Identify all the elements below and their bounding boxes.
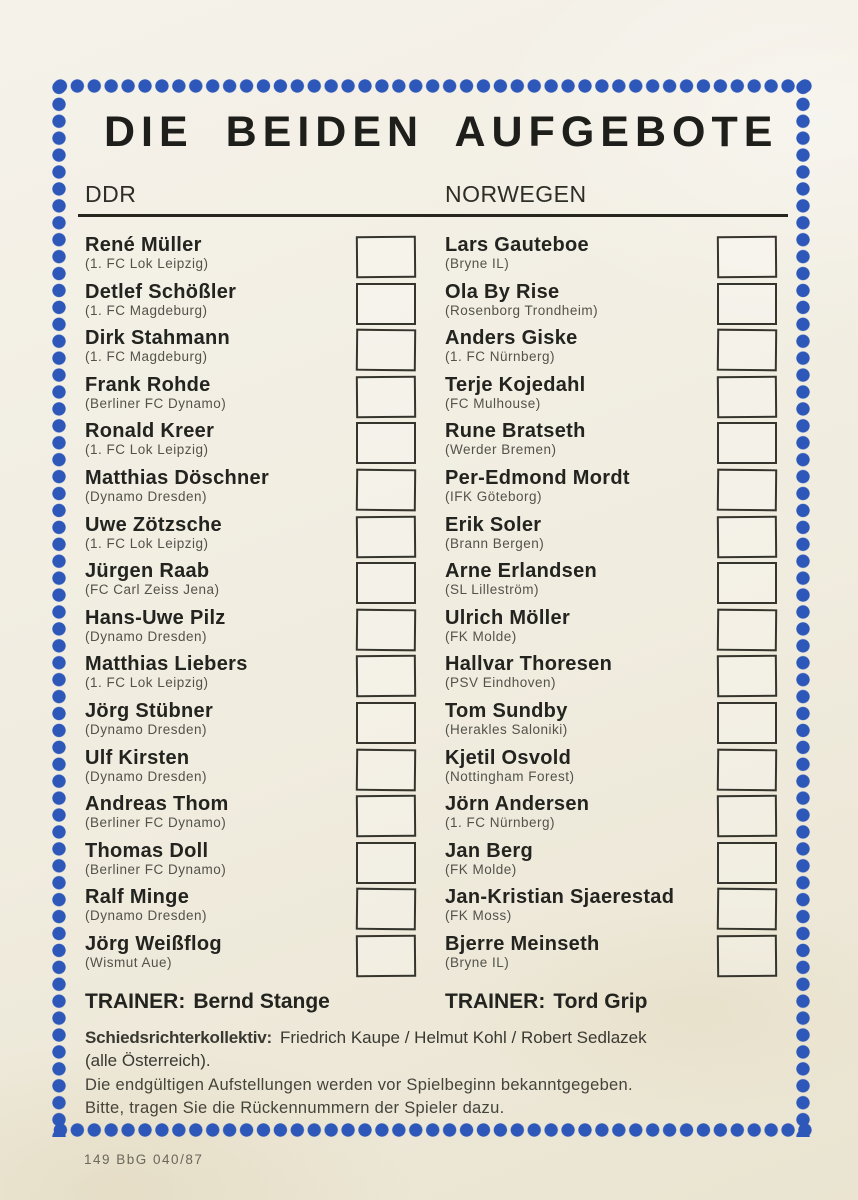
- jersey-number-box[interactable]: [717, 702, 777, 744]
- player-club: (Berliner FC Dynamo): [85, 395, 227, 411]
- player-club: (FK Molde): [445, 628, 517, 644]
- jersey-number-box[interactable]: [356, 376, 416, 419]
- player-club: (FK Molde): [445, 861, 517, 877]
- dot-border-top: [52, 79, 814, 93]
- player-club: (Rosenborg Trondheim): [445, 302, 599, 318]
- player-name: Rune Bratseth: [445, 420, 586, 443]
- player-row: [445, 933, 779, 980]
- player-row: [85, 327, 418, 374]
- player-row: [445, 607, 779, 654]
- player-row: [445, 560, 779, 607]
- player-name: Dirk Stahmann: [85, 327, 231, 350]
- player-row: [445, 653, 779, 700]
- player-club: (Berliner FC Dynamo): [85, 815, 227, 831]
- player-name: Jörn Andersen: [445, 793, 590, 816]
- player-name: Jan-Kristian Sjaerestad: [445, 886, 675, 909]
- player-row: [445, 886, 779, 933]
- jersey-number-box[interactable]: [356, 236, 416, 279]
- note-line-2: Bitte, tragen Sie die Rückennummern der Spieler dazu.: [85, 1099, 505, 1117]
- column-header-norwegen: NORWEGEN: [445, 181, 587, 207]
- jersey-number-box[interactable]: [717, 422, 777, 464]
- lineup-note: [85, 1074, 765, 1120]
- player-club: (1. FC Lok Leipzig): [85, 256, 209, 271]
- player-club: (PSV Eindhoven): [445, 675, 557, 691]
- print-code: 149 BbG 040/87: [84, 1152, 204, 1167]
- player-row: [445, 747, 779, 794]
- trainer-label: TRAINER:: [85, 990, 186, 1013]
- player-name: Per-Edmond Mordt: [445, 466, 630, 489]
- trainer-name: Bernd Stange: [193, 990, 330, 1013]
- referee-label: Schiedsrichterkollektiv:: [85, 1028, 272, 1047]
- player-club: (Nottingham Forest): [445, 768, 575, 784]
- player-name: Arne Erlandsen: [445, 560, 598, 583]
- player-row: [85, 886, 418, 933]
- player-name: Terje Kojedahl: [445, 373, 586, 396]
- player-club: (1. FC Lok Leipzig): [85, 675, 209, 691]
- player-name: Ulrich Möller: [445, 606, 571, 629]
- player-name: Ola By Rise: [445, 280, 560, 303]
- jersey-number-box[interactable]: [717, 748, 777, 791]
- jersey-number-box[interactable]: [717, 376, 777, 419]
- player-club: (FC Mulhouse): [445, 395, 541, 411]
- player-row: [85, 607, 418, 654]
- player-club: (FK Moss): [445, 908, 512, 924]
- jersey-number-box[interactable]: [356, 935, 416, 978]
- player-club: (Wismut Aue): [85, 954, 173, 970]
- jersey-number-box[interactable]: [717, 608, 777, 651]
- jersey-number-box[interactable]: [356, 329, 416, 372]
- player-club: (IFK Göteborg): [445, 488, 543, 504]
- player-name: René Müller: [85, 234, 202, 256]
- jersey-number-box[interactable]: [356, 608, 416, 651]
- trainer-norwegen: [445, 990, 647, 1014]
- player-name: Ralf Minge: [85, 886, 190, 909]
- player-club: (Bryne IL): [445, 256, 510, 271]
- player-name: Kjetil Osvold: [445, 746, 572, 769]
- player-name: Andreas Thom: [85, 793, 229, 816]
- jersey-number-box[interactable]: [717, 795, 777, 838]
- trainer-ddr: [85, 990, 330, 1014]
- player-name: Thomas Doll: [85, 839, 209, 862]
- jersey-number-box[interactable]: [356, 283, 416, 325]
- player-row: [445, 420, 779, 467]
- jersey-number-box[interactable]: [356, 795, 416, 838]
- jersey-number-box[interactable]: [356, 842, 416, 884]
- dot-border-left: [52, 79, 66, 1137]
- dot-border-bottom: [52, 1123, 814, 1137]
- player-club: (1. FC Lok Leipzig): [85, 535, 209, 551]
- player-club: (1. FC Lok Leipzig): [85, 442, 209, 458]
- trainer-name: Tord Grip: [553, 990, 648, 1013]
- player-club: (1. FC Magdeburg): [85, 349, 208, 365]
- player-row: [445, 793, 779, 840]
- player-name: Tom Sundby: [445, 699, 568, 722]
- player-row: [85, 374, 418, 421]
- player-row: [85, 234, 418, 281]
- player-club: (1. FC Magdeburg): [85, 302, 208, 318]
- header-rule: [78, 214, 788, 217]
- player-row: [85, 560, 418, 607]
- player-row: [85, 933, 418, 980]
- player-club: (Brann Bergen): [445, 535, 545, 551]
- player-club: (Bryne IL): [445, 954, 510, 970]
- player-row: [445, 281, 779, 328]
- player-club: (1. FC Nürnberg): [445, 349, 556, 365]
- player-row: [85, 281, 418, 328]
- player-row: [85, 840, 418, 887]
- player-name: Hallvar Thoresen: [445, 653, 613, 676]
- jersey-number-box[interactable]: [356, 888, 416, 931]
- player-row: [85, 420, 418, 467]
- player-row: [445, 327, 779, 374]
- player-row: [445, 514, 779, 561]
- player-club: (Berliner FC Dynamo): [85, 861, 227, 877]
- referee-origin: (alle Österreich).: [85, 1051, 211, 1070]
- player-name: Lars Gauteboe: [445, 234, 589, 256]
- page-title: DIE BEIDEN AUFGEBOTE: [104, 108, 779, 156]
- jersey-number-box[interactable]: [356, 422, 416, 464]
- player-name: Ulf Kirsten: [85, 746, 190, 769]
- note-line-1: Die endgültigen Aufstellungen werden vor Spielbeginn bekanntgegeben.: [85, 1076, 633, 1094]
- player-row: [85, 793, 418, 840]
- jersey-number-box[interactable]: [717, 329, 777, 372]
- jersey-number-box[interactable]: [356, 748, 416, 791]
- jersey-number-box[interactable]: [717, 888, 777, 931]
- player-name: Matthias Liebers: [85, 653, 248, 676]
- player-name: Erik Soler: [445, 513, 542, 536]
- player-row: [85, 700, 418, 747]
- player-row: [85, 653, 418, 700]
- jersey-number-box[interactable]: [717, 935, 777, 978]
- player-name: Anders Giske: [445, 327, 578, 350]
- jersey-number-box[interactable]: [356, 515, 416, 558]
- referee-names: Friedrich Kaupe / Helmut Kohl / Robert Sedlazek: [280, 1028, 647, 1047]
- referee-block: [85, 1026, 765, 1072]
- player-row: [445, 234, 779, 281]
- player-name: Bjerre Meinseth: [445, 932, 600, 955]
- player-name: Frank Rohde: [85, 373, 211, 396]
- jersey-number-box[interactable]: [356, 469, 416, 512]
- player-name: Jürgen Raab: [85, 560, 210, 583]
- jersey-number-box[interactable]: [356, 702, 416, 744]
- player-name: Jörg Stübner: [85, 699, 214, 722]
- jersey-number-box[interactable]: [356, 562, 416, 604]
- player-club: (Dynamo Dresden): [85, 908, 208, 924]
- player-row: [445, 700, 779, 747]
- player-club: (Dynamo Dresden): [85, 721, 208, 737]
- roster-column-norwegen: [445, 234, 779, 980]
- player-club: (Dynamo Dresden): [85, 488, 208, 504]
- player-club: (SL Lilleström): [445, 582, 540, 598]
- jersey-number-box[interactable]: [717, 236, 777, 279]
- player-club: (Werder Bremen): [445, 442, 557, 458]
- jersey-number-box[interactable]: [356, 655, 416, 698]
- player-name: Detlef Schößler: [85, 280, 237, 303]
- column-header-ddr: DDR: [85, 181, 137, 207]
- dot-border-right: [796, 79, 810, 1137]
- player-name: Jörg Weißflog: [85, 932, 222, 955]
- player-club: (Dynamo Dresden): [85, 628, 208, 644]
- roster: [85, 234, 779, 982]
- player-name: Jan Berg: [445, 839, 533, 862]
- player-club: (Herakles Saloniki): [445, 721, 568, 737]
- trainer-label: TRAINER:: [445, 990, 546, 1013]
- jersey-number-box[interactable]: [717, 562, 777, 604]
- player-name: Matthias Döschner: [85, 466, 270, 489]
- player-row: [445, 467, 779, 514]
- jersey-number-box[interactable]: [717, 515, 777, 558]
- player-row: [85, 514, 418, 561]
- player-club: (1. FC Nürnberg): [445, 815, 556, 831]
- jersey-number-box[interactable]: [717, 842, 777, 884]
- player-club: (FC Carl Zeiss Jena): [85, 582, 220, 598]
- player-row: [85, 747, 418, 794]
- player-club: (Dynamo Dresden): [85, 768, 208, 784]
- jersey-number-box[interactable]: [717, 469, 777, 512]
- player-name: Uwe Zötzsche: [85, 513, 222, 536]
- jersey-number-box[interactable]: [717, 283, 777, 325]
- jersey-number-box[interactable]: [717, 655, 777, 698]
- roster-column-ddr: [85, 234, 418, 980]
- player-name: Hans-Uwe Pilz: [85, 606, 226, 629]
- player-name: Ronald Kreer: [85, 420, 215, 443]
- player-row: [445, 840, 779, 887]
- player-row: [85, 467, 418, 514]
- player-row: [445, 374, 779, 421]
